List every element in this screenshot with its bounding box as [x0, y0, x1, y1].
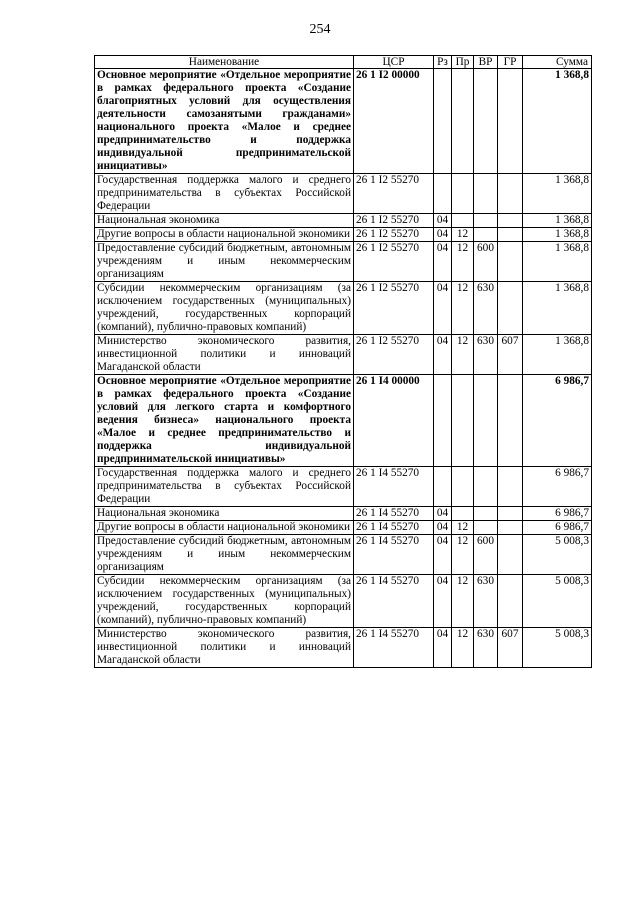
row-csr: 26 1 I2 55270 — [354, 242, 434, 282]
table-row — [95, 535, 592, 575]
table-header-row — [95, 56, 592, 69]
row-gr: 607 — [498, 335, 523, 375]
table-row — [95, 375, 592, 467]
row-vr — [474, 69, 498, 174]
row-pr: 12 — [452, 521, 474, 535]
table-row — [95, 507, 592, 521]
row-rz: 04 — [434, 507, 452, 521]
table-row — [95, 628, 592, 668]
header-rz: Рз — [434, 56, 452, 69]
row-pr — [452, 214, 474, 228]
row-sum: 1 368,8 — [523, 282, 592, 335]
row-pr: 12 — [452, 575, 474, 628]
table-row — [95, 69, 592, 174]
row-pr — [452, 507, 474, 521]
row-gr — [498, 375, 523, 467]
row-csr: 26 1 I2 00000 — [354, 69, 434, 174]
header-csr: ЦСР — [354, 56, 434, 69]
row-gr — [498, 467, 523, 507]
row-csr: 26 1 I4 00000 — [354, 375, 434, 467]
row-name: Основное мероприятие «Отдельное мероприятие в рамках федерального проекта «Создание условий для легкого старта и комфортного ведения бизнеса» национального проекта «Малое и среднее предпринимательство и поддержка индивидуальной предпринимательской инициативы» — [95, 375, 354, 467]
table-row — [95, 228, 592, 242]
table-row — [95, 214, 592, 228]
row-gr — [498, 228, 523, 242]
row-pr: 12 — [452, 282, 474, 335]
table-body — [95, 69, 592, 668]
row-rz: 04 — [434, 335, 452, 375]
table-row — [95, 335, 592, 375]
row-pr: 12 — [452, 228, 474, 242]
row-name: Другие вопросы в области национальной экономики — [95, 521, 354, 535]
row-rz: 04 — [434, 575, 452, 628]
table-row — [95, 282, 592, 335]
row-sum: 5 008,3 — [523, 628, 592, 668]
row-gr — [498, 69, 523, 174]
header-vr: ВР — [474, 56, 498, 69]
row-sum: 6 986,7 — [523, 521, 592, 535]
row-gr — [498, 535, 523, 575]
header-pr: Пр — [452, 56, 474, 69]
row-gr: 607 — [498, 628, 523, 668]
row-rz: 04 — [434, 282, 452, 335]
row-vr: 600 — [474, 242, 498, 282]
row-vr — [474, 467, 498, 507]
row-csr: 26 1 I4 55270 — [354, 575, 434, 628]
table-row — [95, 174, 592, 214]
budget-table — [94, 55, 592, 668]
row-pr: 12 — [452, 535, 474, 575]
row-rz: 04 — [434, 535, 452, 575]
header-sum: Сумма — [523, 56, 592, 69]
row-sum: 6 986,7 — [523, 375, 592, 467]
row-rz: 04 — [434, 521, 452, 535]
row-name: Основное мероприятие «Отдельное мероприятие в рамках федерального проекта «Создание благоприятных условий для осуществления деятельности самозанятыми гражданами» национального проекта «Малое и среднее предпринимательство и поддержка индивидуальной предпринимательской инициативы» — [95, 69, 354, 174]
row-name: Государственная поддержка малого и среднего предпринимательства в субъектах Российской Федерации — [95, 467, 354, 507]
row-csr: 26 1 I2 55270 — [354, 335, 434, 375]
row-name: Предоставление субсидий бюджетным, автономным учреждениям и иным некоммерческим организациям — [95, 242, 354, 282]
row-pr — [452, 467, 474, 507]
row-pr — [452, 69, 474, 174]
row-vr: 630 — [474, 282, 498, 335]
row-sum: 1 368,8 — [523, 214, 592, 228]
row-sum: 6 986,7 — [523, 467, 592, 507]
row-rz: 04 — [434, 214, 452, 228]
row-csr: 26 1 I4 55270 — [354, 628, 434, 668]
row-vr — [474, 375, 498, 467]
row-csr: 26 1 I4 55270 — [354, 535, 434, 575]
page-number: 254 — [309, 22, 331, 37]
table-row — [95, 467, 592, 507]
row-sum: 5 008,3 — [523, 535, 592, 575]
row-sum: 1 368,8 — [523, 242, 592, 282]
row-gr — [498, 507, 523, 521]
row-sum: 1 368,8 — [523, 69, 592, 174]
row-csr: 26 1 I4 55270 — [354, 521, 434, 535]
row-name: Государственная поддержка малого и среднего предпринимательства в субъектах Российской Федерации — [95, 174, 354, 214]
row-rz: 04 — [434, 242, 452, 282]
row-rz: 04 — [434, 228, 452, 242]
row-csr: 26 1 I4 55270 — [354, 507, 434, 521]
row-vr: 630 — [474, 335, 498, 375]
row-name: Другие вопросы в области национальной экономики — [95, 228, 354, 242]
row-vr — [474, 174, 498, 214]
row-gr — [498, 214, 523, 228]
row-name: Национальная экономика — [95, 214, 354, 228]
row-gr — [498, 242, 523, 282]
row-csr: 26 1 I2 55270 — [354, 214, 434, 228]
row-sum: 5 008,3 — [523, 575, 592, 628]
row-name: Предоставление субсидий бюджетным, автономным учреждениям и иным некоммерческим организациям — [95, 535, 354, 575]
row-rz — [434, 467, 452, 507]
row-gr — [498, 174, 523, 214]
row-vr — [474, 214, 498, 228]
row-csr: 26 1 I2 55270 — [354, 282, 434, 335]
header-gr: ГР — [498, 56, 523, 69]
header-name: Наименование — [95, 56, 354, 69]
row-pr: 12 — [452, 242, 474, 282]
row-sum: 1 368,8 — [523, 174, 592, 214]
row-pr — [452, 174, 474, 214]
row-vr: 630 — [474, 575, 498, 628]
row-sum: 6 986,7 — [523, 507, 592, 521]
row-vr — [474, 521, 498, 535]
row-rz: 04 — [434, 628, 452, 668]
table-row — [95, 242, 592, 282]
row-csr: 26 1 I2 55270 — [354, 228, 434, 242]
row-gr — [498, 575, 523, 628]
row-pr: 12 — [452, 628, 474, 668]
row-csr: 26 1 I2 55270 — [354, 174, 434, 214]
row-csr: 26 1 I4 55270 — [354, 467, 434, 507]
row-name: Субсидии некоммерческим организациям (за исключением государственных (муниципальных) учреждений, государственных корпораций (компаний), публично-правовых компаний) — [95, 575, 354, 628]
row-pr — [452, 375, 474, 467]
row-name: Национальная экономика — [95, 507, 354, 521]
row-vr — [474, 228, 498, 242]
row-pr: 12 — [452, 335, 474, 375]
row-gr — [498, 521, 523, 535]
row-name: Министерство экономического развития, инвестиционной политики и инноваций Магаданской области — [95, 628, 354, 668]
row-vr: 630 — [474, 628, 498, 668]
row-name: Министерство экономического развития, инвестиционной политики и инноваций Магаданской области — [95, 335, 354, 375]
row-rz — [434, 174, 452, 214]
row-vr — [474, 507, 498, 521]
table-row — [95, 575, 592, 628]
row-sum: 1 368,8 — [523, 228, 592, 242]
row-gr — [498, 282, 523, 335]
row-name: Субсидии некоммерческим организациям (за исключением государственных (муниципальных) учреждений, государственных корпораций (компаний), публично-правовых компаний) — [95, 282, 354, 335]
table-row — [95, 521, 592, 535]
row-rz — [434, 375, 452, 467]
row-sum: 1 368,8 — [523, 335, 592, 375]
row-vr: 600 — [474, 535, 498, 575]
row-rz — [434, 69, 452, 174]
